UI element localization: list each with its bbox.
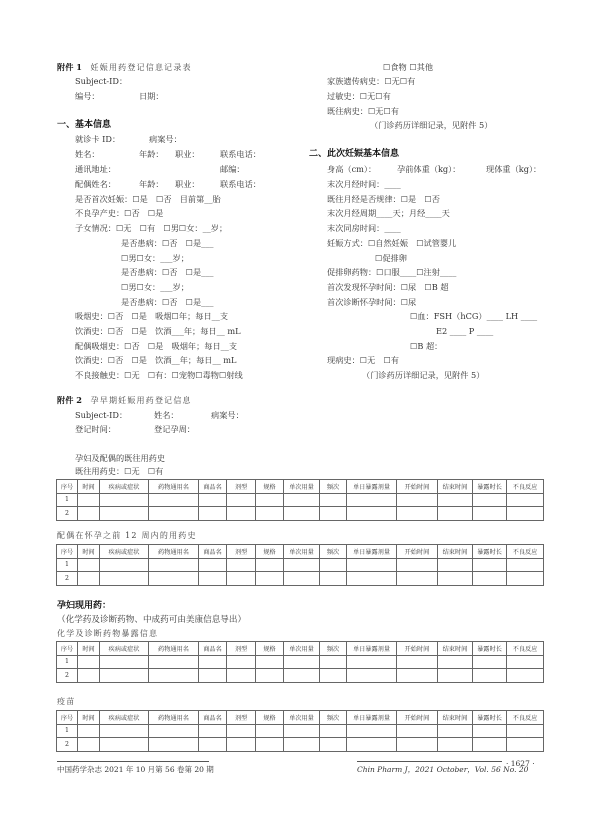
footer-rule-left	[57, 761, 209, 762]
table-cell[interactable]	[320, 493, 347, 507]
height-field: 身高（cm）：	[327, 164, 377, 174]
table-cell[interactable]	[438, 493, 473, 507]
table-cell[interactable]	[284, 558, 320, 572]
table-row	[57, 572, 544, 586]
table-cell[interactable]	[199, 669, 227, 683]
table-cell[interactable]	[507, 558, 544, 572]
row-index: 2	[57, 507, 78, 521]
column-header: 开始时间	[397, 480, 438, 494]
table-cell[interactable]	[473, 655, 507, 669]
page-number: · 1627 ·	[506, 759, 535, 768]
column-header: 开始时间	[397, 642, 438, 656]
table-cell[interactable]	[397, 572, 438, 586]
table-header-row	[57, 545, 544, 559]
card-id-field: 就诊卡 ID：	[75, 134, 121, 144]
pre-weight-field: 孕前体重（kg）：	[397, 164, 461, 174]
a2-reg-time-field: 登记时间：	[75, 424, 116, 434]
table-cell[interactable]	[100, 493, 149, 507]
table-row	[57, 493, 544, 507]
column-header: 序号	[57, 642, 78, 656]
spouse-phone-field: 联系电话：	[220, 179, 261, 189]
table-cell[interactable]	[438, 572, 473, 586]
table-cell[interactable]	[256, 572, 284, 586]
table-cell[interactable]	[347, 724, 397, 738]
child1-disease-field: 是否患病：☐否 ☐是___	[121, 238, 214, 248]
table-cell[interactable]	[347, 507, 397, 521]
food-other-options: ☐食物 ☐其他	[383, 62, 434, 72]
column-header: 时间	[78, 711, 100, 725]
table-cell[interactable]	[199, 738, 227, 752]
smoking-field: 吸烟史：☐否 ☐是 吸烟☐年；每日__支	[75, 311, 229, 321]
table-cell[interactable]	[473, 493, 507, 507]
appendix2-label: 附件 2	[57, 395, 82, 405]
table-cell[interactable]	[100, 669, 149, 683]
table-cell[interactable]	[397, 507, 438, 521]
table-cell[interactable]	[256, 493, 284, 507]
table-cell[interactable]	[507, 572, 544, 586]
table-cell[interactable]	[473, 558, 507, 572]
column-header: 疾病或症状	[100, 642, 149, 656]
section1-title: 一、基本信息	[57, 120, 112, 130]
table-cell[interactable]	[149, 724, 199, 738]
table-cell[interactable]	[100, 738, 149, 752]
table-cell[interactable]	[256, 738, 284, 752]
table-cell[interactable]	[100, 572, 149, 586]
table-cell[interactable]	[227, 655, 256, 669]
table-cell[interactable]	[149, 493, 199, 507]
past-medication-table	[56, 479, 544, 521]
column-header: 剂型	[227, 642, 256, 656]
section2-title: 二、此次妊娠基本信息	[309, 149, 400, 159]
conception-method-field: 妊娠方式：☐自然妊娠 ☐试管婴儿	[327, 238, 457, 248]
case-number-field: 病案号：	[149, 134, 182, 144]
table-cell[interactable]	[78, 724, 100, 738]
table-cell[interactable]	[78, 655, 100, 669]
table-cell[interactable]	[438, 738, 473, 752]
table-cell[interactable]	[256, 507, 284, 521]
table-cell[interactable]	[347, 669, 397, 683]
table-cell[interactable]	[149, 655, 199, 669]
table-row	[57, 507, 544, 521]
table-cell[interactable]	[320, 558, 347, 572]
table-cell[interactable]	[397, 493, 438, 507]
spouse-age-field: 年龄：	[139, 179, 164, 189]
table-cell[interactable]	[397, 738, 438, 752]
table-row	[57, 724, 544, 738]
table-cell[interactable]	[507, 655, 544, 669]
child3-sex-age-field: ☐男☐女：___岁；	[121, 282, 189, 292]
table-cell[interactable]	[473, 724, 507, 738]
column-header: 剂型	[227, 711, 256, 725]
column-header: 时间	[78, 545, 100, 559]
column-header: 不良反应	[507, 711, 544, 725]
table-cell[interactable]	[227, 724, 256, 738]
history-title: 孕妇及配偶的既往用药史	[75, 453, 166, 463]
table-cell[interactable]	[320, 724, 347, 738]
column-header: 暴露时长	[473, 545, 507, 559]
table-cell[interactable]	[100, 507, 149, 521]
table-cell[interactable]	[199, 572, 227, 586]
column-header: 商品名	[199, 711, 227, 725]
column-header: 序号	[57, 711, 78, 725]
a2-name-field: 姓名：	[154, 410, 179, 420]
postcode-field: 邮编：	[220, 164, 245, 174]
table-cell[interactable]	[438, 655, 473, 669]
spouse-name-field: 配偶姓名：	[75, 179, 116, 189]
row-index: 1	[57, 558, 78, 572]
a2-reg-week-field: 登记孕周：	[154, 424, 195, 434]
column-header: 序号	[57, 480, 78, 494]
appendix1-header	[57, 62, 192, 73]
table-cell[interactable]	[507, 507, 544, 521]
column-header: 开始时间	[397, 711, 438, 725]
table-cell[interactable]	[284, 738, 320, 752]
column-header: 结束时间	[438, 711, 473, 725]
table-cell[interactable]	[78, 558, 100, 572]
table-row	[57, 738, 544, 752]
column-header: 序号	[57, 545, 78, 559]
address-field: 通讯地址：	[75, 164, 116, 174]
first-pregnancy-field: 是否首次妊娠：☐是 ☐否 目前第__胎	[75, 194, 221, 204]
chem-exposure-table	[56, 641, 544, 683]
vaccine-caption: 疫苗	[57, 697, 76, 706]
table-cell[interactable]	[227, 493, 256, 507]
family-history-field: 家族遗传病史：☐无☐有	[327, 76, 416, 86]
table-cell[interactable]	[78, 669, 100, 683]
drinking-field: 饮酒史：☐否 ☐是 饮酒___年；每日__ mL	[75, 326, 241, 336]
column-header: 药物通用名	[149, 642, 199, 656]
child2-sex-age-field: ☐男☐女：___岁；	[121, 253, 189, 263]
footer-rule-right	[357, 761, 502, 762]
table-cell[interactable]	[397, 655, 438, 669]
column-header: 时间	[78, 480, 100, 494]
current-medication-note: （化学药及诊断药物、中成药可由美康信息导出）	[57, 615, 247, 625]
ovulation-induction-option: ☐促排卵	[375, 253, 407, 263]
name-field: 姓名：	[75, 149, 100, 159]
column-header: 药物通用名	[149, 545, 199, 559]
table-row	[57, 669, 544, 683]
column-header: 开始时间	[397, 545, 438, 559]
table-cell[interactable]	[78, 572, 100, 586]
column-header: 规格	[256, 642, 284, 656]
table-cell[interactable]	[199, 493, 227, 507]
child3-disease-field: 是否患病：☐否 ☐是___	[121, 297, 214, 307]
cycle-length-field: 末次月经周期____天；月经____天	[327, 208, 450, 218]
column-header: 频次	[320, 545, 347, 559]
table-cell[interactable]	[507, 493, 544, 507]
b-ultrasound-field: ☐B 超：	[410, 341, 443, 351]
table-cell[interactable]	[284, 724, 320, 738]
row-index: 2	[57, 669, 78, 683]
column-header: 单次用量	[284, 642, 320, 656]
see-appendix5-note: （门诊药历详细记录，见附件 5）	[370, 120, 493, 130]
table-cell[interactable]	[473, 507, 507, 521]
column-header: 单次用量	[284, 480, 320, 494]
column-header: 规格	[256, 480, 284, 494]
see-appendix5-note-2: （门诊药历详细记录，见附件 5）	[362, 370, 485, 380]
table-header-row	[57, 711, 544, 725]
a2-subject-id-field: Subject-ID：	[75, 410, 128, 420]
vaccine-table	[56, 710, 544, 752]
adverse-exposure-field: 不良接触史：☐无 ☐有：☐宠物☐毒物☐射线	[75, 370, 243, 380]
table-cell[interactable]	[199, 724, 227, 738]
appendix1-label: 附件 1	[57, 62, 82, 72]
spouse-smoking-field: 配偶吸烟史：☐否 ☐是 吸烟年；每日__支	[75, 341, 238, 351]
current-illness-field: 现病史：☐无 ☐有	[327, 355, 399, 365]
table-cell[interactable]	[149, 507, 199, 521]
appendix2-header	[57, 395, 192, 406]
current-medication-title: 孕妇现用药：	[57, 601, 112, 611]
adverse-history-field: 不良孕产史：☐否 ☐是	[75, 208, 164, 218]
footer-journal-en: Chin Pharm J，2021 October，Vol. 56 No. 20	[357, 765, 529, 774]
column-header: 单日暴露剂量	[347, 545, 397, 559]
table-cell[interactable]	[149, 572, 199, 586]
column-header: 药物通用名	[149, 711, 199, 725]
column-header: 单次用量	[284, 711, 320, 725]
column-header: 疾病或症状	[100, 480, 149, 494]
table-cell[interactable]	[320, 669, 347, 683]
table-cell[interactable]	[284, 669, 320, 683]
column-header: 规格	[256, 711, 284, 725]
table-cell[interactable]	[320, 738, 347, 752]
column-header: 时间	[78, 642, 100, 656]
column-header: 暴露时长	[473, 480, 507, 494]
spouse-medication-caption: 配偶在怀孕之前 12 周内的用药史	[57, 531, 197, 540]
phone-field: 联系电话：	[220, 149, 261, 159]
table-cell[interactable]	[438, 507, 473, 521]
table-cell[interactable]	[227, 558, 256, 572]
table-cell[interactable]	[199, 507, 227, 521]
number-field: 编号：	[75, 91, 100, 101]
appendix2-title: 孕早期妊娠用药登记信息	[90, 396, 192, 405]
table-cell[interactable]	[256, 655, 284, 669]
column-header: 单日暴露剂量	[347, 642, 397, 656]
last-intercourse-field: 末次同房时间：____	[327, 223, 401, 233]
row-index: 1	[57, 493, 78, 507]
column-header: 剂型	[227, 545, 256, 559]
table-row	[57, 655, 544, 669]
column-header: 结束时间	[438, 545, 473, 559]
column-header: 结束时间	[438, 642, 473, 656]
table-cell[interactable]	[347, 493, 397, 507]
blood-test-field: ☐血：FSH（hCG）____ LH ____	[410, 311, 538, 321]
table-cell[interactable]	[320, 572, 347, 586]
table-cell[interactable]	[347, 558, 397, 572]
table-cell[interactable]	[199, 558, 227, 572]
first-found-field: 首次发现怀孕时间：☐尿 ☐B 超	[327, 282, 449, 292]
table-cell[interactable]	[473, 738, 507, 752]
table-cell[interactable]	[397, 724, 438, 738]
column-header: 单日暴露剂量	[347, 480, 397, 494]
table-cell[interactable]	[149, 558, 199, 572]
table-cell[interactable]	[397, 558, 438, 572]
table-cell[interactable]	[256, 558, 284, 572]
table-cell[interactable]	[100, 655, 149, 669]
e2-p-field: E2 ____ P ____	[436, 326, 494, 336]
column-header: 规格	[256, 545, 284, 559]
spouse-drinking-field: 饮酒史：☐否 ☐是 饮酒__年；每日__ mL	[75, 355, 237, 365]
row-index: 1	[57, 724, 78, 738]
first-diagnosed-field: 首次诊断怀孕时间：☐尿	[327, 297, 417, 307]
table-cell[interactable]	[78, 493, 100, 507]
allergy-field: 过敏史：☐无☐有	[327, 91, 391, 101]
table-cell[interactable]	[100, 724, 149, 738]
column-header: 不良反应	[507, 642, 544, 656]
column-header: 药物通用名	[149, 480, 199, 494]
column-header: 单次用量	[284, 545, 320, 559]
current-weight-field: 现体重（kg）：	[486, 164, 542, 174]
table-cell[interactable]	[347, 572, 397, 586]
column-header: 频次	[320, 711, 347, 725]
past-medication-field: 既往用药史：☐无 ☐有	[75, 466, 164, 476]
appendix1-title: 妊娠用药登记信息记录表	[90, 63, 192, 72]
table-cell[interactable]	[256, 724, 284, 738]
column-header: 暴露时长	[473, 642, 507, 656]
occupation-field: 职业：	[175, 149, 200, 159]
past-history-field: 既往病史：☐无☐有	[327, 106, 399, 116]
column-header: 商品名	[199, 545, 227, 559]
column-header: 不良反应	[507, 480, 544, 494]
column-header: 疾病或症状	[100, 545, 149, 559]
table-cell[interactable]	[397, 669, 438, 683]
table-cell[interactable]	[227, 507, 256, 521]
table-cell[interactable]	[438, 558, 473, 572]
table-header-row	[57, 480, 544, 494]
table-cell[interactable]	[227, 572, 256, 586]
table-cell[interactable]	[507, 724, 544, 738]
table-cell[interactable]	[149, 669, 199, 683]
spouse-occupation-field: 职业：	[175, 179, 200, 189]
row-index: 1	[57, 655, 78, 669]
column-header: 单日暴露剂量	[347, 711, 397, 725]
table-cell[interactable]	[507, 738, 544, 752]
column-header: 频次	[320, 480, 347, 494]
column-header: 商品名	[199, 480, 227, 494]
row-index: 2	[57, 738, 78, 752]
table-cell[interactable]	[507, 669, 544, 683]
spouse-medication-table	[56, 544, 544, 586]
regular-cycle-field: 既往月经是否规律：☐是 ☐否	[327, 194, 440, 204]
column-header: 剂型	[227, 480, 256, 494]
subject-id-field: Subject-ID：	[75, 76, 128, 86]
table-cell[interactable]	[473, 669, 507, 683]
table-cell[interactable]	[284, 572, 320, 586]
table-cell[interactable]	[284, 655, 320, 669]
column-header: 暴露时长	[473, 711, 507, 725]
ovulation-drugs-field: 促排卵药物：☐口服____☐注射____	[327, 267, 457, 277]
table-header-row	[57, 642, 544, 656]
column-header: 频次	[320, 642, 347, 656]
table-cell[interactable]	[320, 507, 347, 521]
table-cell[interactable]	[227, 669, 256, 683]
table-cell[interactable]	[320, 655, 347, 669]
table-cell[interactable]	[100, 558, 149, 572]
row-index: 2	[57, 572, 78, 586]
age-field: 年龄：	[139, 149, 164, 159]
table-cell[interactable]	[256, 669, 284, 683]
a2-case-number-field: 病案号：	[211, 410, 244, 420]
table-cell[interactable]	[284, 493, 320, 507]
table-cell[interactable]	[149, 738, 199, 752]
column-header: 疾病或症状	[100, 711, 149, 725]
table-cell[interactable]	[438, 724, 473, 738]
column-header: 结束时间	[438, 480, 473, 494]
footer-journal-cn: 中国药学杂志 2021 年 10 月第 56 卷第 20 期	[57, 765, 214, 774]
table-cell[interactable]	[284, 507, 320, 521]
column-header: 不良反应	[507, 545, 544, 559]
lmp-field: 末次月经时间：____	[327, 179, 401, 189]
children-field: 子女情况：☐无 ☐有 ☐男☐女：__岁；	[75, 223, 228, 233]
table-cell[interactable]	[347, 655, 397, 669]
table-cell[interactable]	[78, 507, 100, 521]
table-cell[interactable]	[438, 669, 473, 683]
date-field: 日期：	[139, 91, 164, 101]
column-header: 商品名	[199, 642, 227, 656]
table-cell[interactable]	[347, 738, 397, 752]
table-cell[interactable]	[473, 572, 507, 586]
chem-exposure-caption: 化学及诊断药物暴露信息	[57, 629, 159, 638]
table-cell[interactable]	[199, 655, 227, 669]
table-row	[57, 558, 544, 572]
child2-disease-field: 是否患病：☐否 ☐是___	[121, 267, 214, 277]
table-cell[interactable]	[227, 738, 256, 752]
table-cell[interactable]	[78, 738, 100, 752]
